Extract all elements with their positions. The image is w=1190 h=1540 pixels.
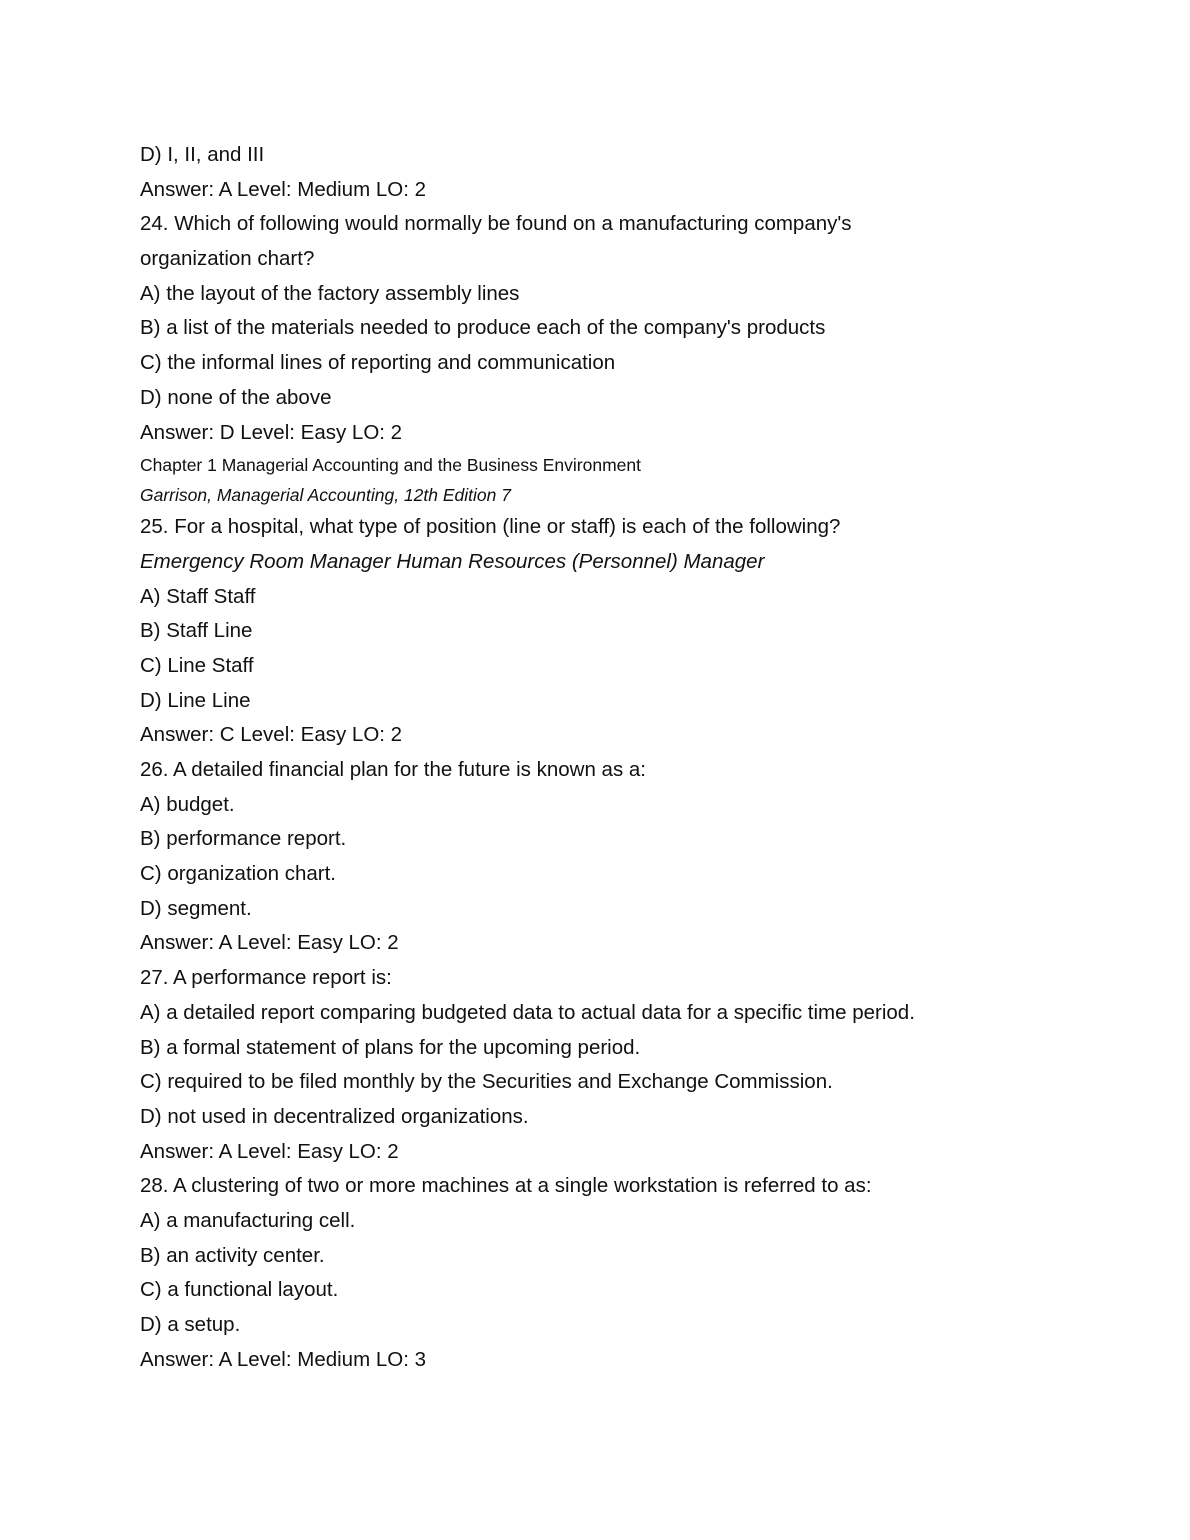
question-24: 24. Which of following would normally be found on a manufacturing company's xyxy=(140,212,852,236)
option-d-q27: D) not used in decentralized organizations. xyxy=(140,1104,529,1128)
option-a-q28: A) a manufacturing cell. xyxy=(140,1208,356,1232)
question-25-columns: Emergency Room Manager Human Resources (Personnel) Manager xyxy=(140,549,765,573)
option-c-q26: C) organization chart. xyxy=(140,862,336,886)
question-28: 28. A clustering of two or more machines at a single workstation is referred to as: xyxy=(140,1174,872,1198)
option-b-q27: B) a formal statement of plans for the upcoming period. xyxy=(140,1035,641,1059)
option-c-q24: C) the informal lines of reporting and communication xyxy=(140,351,616,375)
option-c-q27: C) required to be filed monthly by the Securities and Exchange Commission. xyxy=(140,1070,833,1094)
option-b-q28: B) an activity center. xyxy=(140,1243,325,1267)
option-b-q24: B) a list of the materials needed to produce each of the company's products xyxy=(140,316,826,340)
question-27: 27. A performance report is: xyxy=(140,966,392,990)
answer-q26: Answer: A Level: Easy LO: 2 xyxy=(140,931,399,955)
book-footer: Garrison, Managerial Accounting, 12th Edition 7 xyxy=(140,485,511,506)
option-b-q26: B) performance report. xyxy=(140,827,347,851)
answer-q28: Answer: A Level: Medium LO: 3 xyxy=(140,1347,426,1371)
document-page xyxy=(140,138,1060,1377)
option-c-q25: C) Line Staff xyxy=(140,653,254,677)
option-a-q27: A) a detailed report comparing budgeted data to actual data for a specific time period. xyxy=(140,1000,915,1024)
option-d-q23: D) I, II, and III xyxy=(140,143,265,166)
option-a-q26: A) budget. xyxy=(140,792,235,816)
option-b-q25: B) Staff Line xyxy=(140,619,253,643)
answer-q25: Answer: C Level: Easy LO: 2 xyxy=(140,723,403,747)
option-d-q26: D) segment. xyxy=(140,896,252,920)
option-d-q25: D) Line Line xyxy=(140,688,251,712)
answer-q27: Answer: A Level: Easy LO: 2 xyxy=(140,1139,399,1163)
answer-q23: Answer: A Level: Medium LO: 2 xyxy=(140,177,426,201)
option-d-q28: D) a setup. xyxy=(140,1313,241,1336)
question-26: 26. A detailed financial plan for the future is known as a: xyxy=(140,758,646,781)
option-a-q24: A) the layout of the factory assembly lines xyxy=(140,281,520,305)
question-25: 25. For a hospital, what type of position (line or staff) is each of the following? xyxy=(140,515,841,539)
option-d-q24: D) none of the above xyxy=(140,385,332,409)
option-c-q28: C) a functional layout. xyxy=(140,1278,339,1302)
option-a-q25: A) Staff Staff xyxy=(140,584,256,608)
question-24-continued: organization chart? xyxy=(140,247,315,271)
answer-q24: Answer: D Level: Easy LO: 2 xyxy=(140,420,403,444)
chapter-footer: Chapter 1 Managerial Accounting and the Business Environment xyxy=(140,455,641,476)
